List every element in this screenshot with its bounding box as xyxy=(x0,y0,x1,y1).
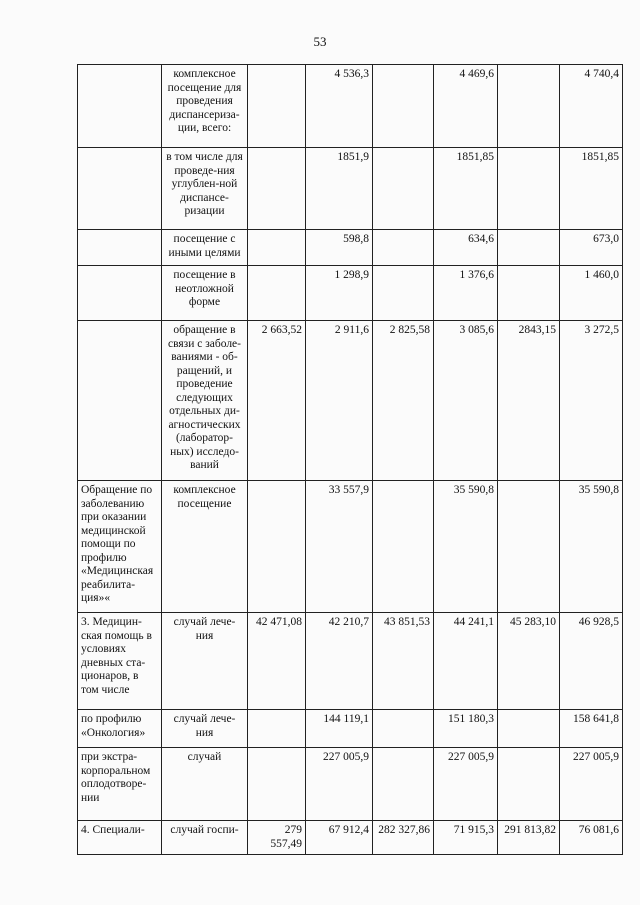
value-cell: 33 557,9 xyxy=(306,481,373,613)
value-cell xyxy=(498,65,560,148)
value-cell: 4 536,3 xyxy=(306,65,373,148)
value-cell xyxy=(248,148,306,230)
value-cell xyxy=(498,481,560,613)
value-cell: 1 298,9 xyxy=(306,266,373,321)
row-label-cell: Обращение по заболеванию при оказании медицинской помощи по профилю «Медицинская реабилита-ция»« xyxy=(78,481,162,613)
value-cell: 282 327,86 xyxy=(373,821,434,855)
value-cell: 43 851,53 xyxy=(373,613,434,710)
unit-cell: случай xyxy=(162,748,248,821)
value-cell: 2843,15 xyxy=(498,321,560,481)
value-cell: 45 283,10 xyxy=(498,613,560,710)
value-cell: 3 272,5 xyxy=(560,321,623,481)
value-cell: 71 915,3 xyxy=(434,821,498,855)
table-row xyxy=(78,65,623,148)
unit-cell: обращение в связи с заболе-ваниями - об-ращений, и проведение следующих отдельных ди-агностических (лаборатор-ных) исследо-ваний xyxy=(162,321,248,481)
table-body xyxy=(78,65,623,855)
value-cell: 291 813,82 xyxy=(498,821,560,855)
value-cell: 1851,85 xyxy=(560,148,623,230)
value-cell: 227 005,9 xyxy=(306,748,373,821)
value-cell: 1851,85 xyxy=(434,148,498,230)
value-cell: 44 241,1 xyxy=(434,613,498,710)
value-cell xyxy=(248,748,306,821)
value-cell xyxy=(498,748,560,821)
table-row xyxy=(78,613,623,710)
row-label-cell: 3. Медицин-ская помощь в условиях дневных ста-ционаров, в том числе xyxy=(78,613,162,710)
row-label-cell xyxy=(78,321,162,481)
unit-cell: посещение в неотложной форме xyxy=(162,266,248,321)
value-cell: 42 471,08 xyxy=(248,613,306,710)
value-cell: 42 210,7 xyxy=(306,613,373,710)
table-row xyxy=(78,230,623,266)
value-cell: 35 590,8 xyxy=(434,481,498,613)
table-row xyxy=(78,148,623,230)
row-label-cell xyxy=(78,148,162,230)
value-cell xyxy=(373,266,434,321)
value-cell xyxy=(498,266,560,321)
value-cell xyxy=(248,230,306,266)
value-cell: 144 119,1 xyxy=(306,710,373,748)
value-cell: 4 740,4 xyxy=(560,65,623,148)
table-row xyxy=(78,481,623,613)
value-cell: 4 469,6 xyxy=(434,65,498,148)
value-cell: 46 928,5 xyxy=(560,613,623,710)
value-cell xyxy=(498,148,560,230)
row-label-cell: по профилю «Онкология» xyxy=(78,710,162,748)
value-cell xyxy=(373,748,434,821)
value-cell xyxy=(373,65,434,148)
value-cell: 67 912,4 xyxy=(306,821,373,855)
value-cell: 35 590,8 xyxy=(560,481,623,613)
value-cell xyxy=(248,710,306,748)
value-cell: 1 460,0 xyxy=(560,266,623,321)
value-cell xyxy=(248,481,306,613)
value-cell: 76 081,6 xyxy=(560,821,623,855)
value-cell: 3 085,6 xyxy=(434,321,498,481)
row-label-cell xyxy=(78,266,162,321)
value-cell: 227 005,9 xyxy=(560,748,623,821)
value-cell: 634,6 xyxy=(434,230,498,266)
value-cell: 151 180,3 xyxy=(434,710,498,748)
unit-cell: в том числе для проведе-ния углублен-ной диспансе-ризации xyxy=(162,148,248,230)
value-cell: 1851,9 xyxy=(306,148,373,230)
value-cell xyxy=(248,65,306,148)
value-cell xyxy=(373,148,434,230)
table-row xyxy=(78,710,623,748)
unit-cell: посещение с иными целями xyxy=(162,230,248,266)
table-row xyxy=(78,821,623,855)
value-cell: 227 005,9 xyxy=(434,748,498,821)
table-row xyxy=(78,748,623,821)
value-cell: 598,8 xyxy=(306,230,373,266)
value-cell: 279 557,49 xyxy=(248,821,306,855)
row-label-cell: 4. Специали- xyxy=(78,821,162,855)
value-cell: 2 663,52 xyxy=(248,321,306,481)
value-cell: 673,0 xyxy=(560,230,623,266)
value-cell xyxy=(498,710,560,748)
table-row xyxy=(78,266,623,321)
value-cell xyxy=(373,230,434,266)
value-cell xyxy=(498,230,560,266)
value-cell xyxy=(373,710,434,748)
tariff-table xyxy=(77,64,623,855)
row-label-cell xyxy=(78,65,162,148)
value-cell xyxy=(373,481,434,613)
row-label-cell: при экстра-корпоральном оплодотворе-нии xyxy=(78,748,162,821)
row-label-cell xyxy=(78,230,162,266)
table-row xyxy=(78,321,623,481)
value-cell xyxy=(248,266,306,321)
unit-cell: случай госпи- xyxy=(162,821,248,855)
page-number: 53 xyxy=(313,34,327,49)
value-cell: 2 825,58 xyxy=(373,321,434,481)
value-cell: 1 376,6 xyxy=(434,266,498,321)
unit-cell: случай лече-ния xyxy=(162,710,248,748)
unit-cell: комплексное посещение xyxy=(162,481,248,613)
unit-cell: комплексное посещение для проведения диспансериза-ции, всего: xyxy=(162,65,248,148)
value-cell: 158 641,8 xyxy=(560,710,623,748)
unit-cell: случай лече-ния xyxy=(162,613,248,710)
value-cell: 2 911,6 xyxy=(306,321,373,481)
